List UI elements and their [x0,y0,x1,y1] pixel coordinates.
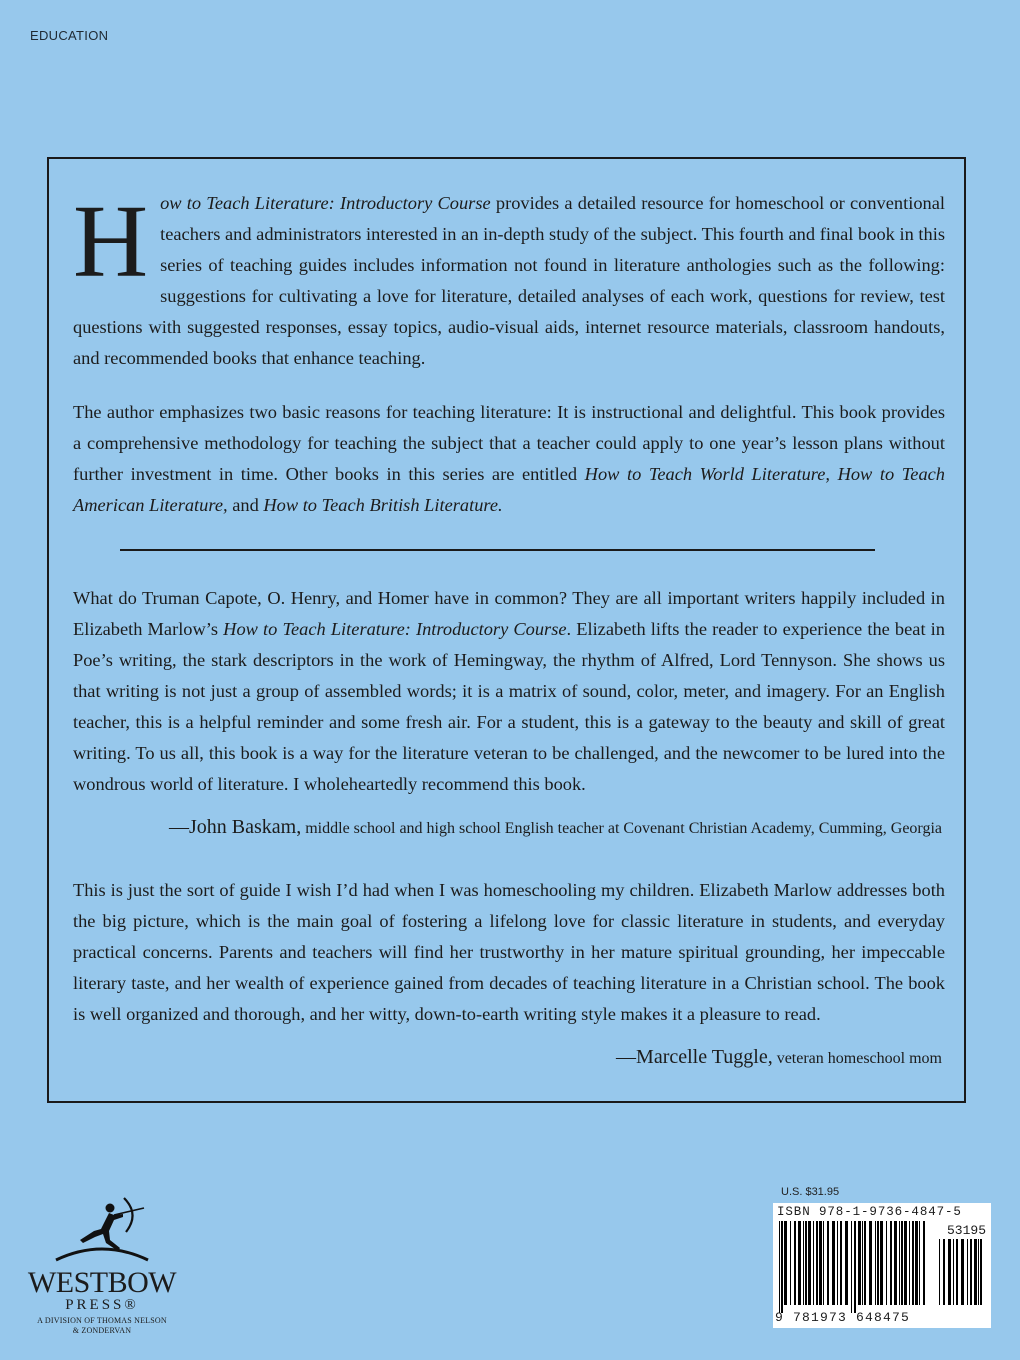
description-panel [47,157,966,1103]
barcode-bar [794,1221,796,1305]
drop-cap: H [73,184,149,299]
divider-rule [120,549,875,551]
barcode-bar [845,1221,848,1305]
reviewer-1-role: middle school and high school English teacher at Covenant Christian Academy, Cumming, Georgia [301,820,942,837]
reviewer-2-role: veteran homeschool mom [772,1050,942,1067]
barcode-bar [803,1221,804,1305]
barcode-bar [974,1239,977,1305]
series-title-british: How to Teach British Literature. [263,495,503,515]
barcode-bar [939,1239,940,1305]
barcode-bar [880,1221,883,1305]
addon-number: 53195 [947,1223,987,1238]
barcode-bar [967,1239,968,1305]
review-1-attribution [169,816,942,839]
isbn-text: ISBN 978-1-9736-4847-5 [777,1205,962,1219]
barcode-bar [854,1221,856,1313]
barcode-bar [869,1221,872,1305]
conjunction: and [227,495,264,515]
barcode-digits: 9 781973 648475 [775,1310,911,1325]
publisher-name: WESTBOW [27,1266,177,1299]
barcode-bar [851,1221,852,1313]
description-paragraph-2 [73,397,945,521]
barcode-bar [819,1221,822,1305]
review-1-text-b: . Elizabeth lifts the reader to experience the beat in Poe’s writing, the stark descriptors in the work of Hemingway, the rhythm of Alfred, Lord Tennyson. She shows us that writing is not just a group of assembled words; it is a matrix of sound, color, meter, and imagery. For an English teacher, this is a helpful reminder and some fresh air. For a student, this is a gateway to the beauty and skill of great writing. To us all, this book is a way for the literature veteran to be challenged, and the newcomer to be lured into the wondrous world of literature. I wholeheartedly recommend this book. [73,619,945,794]
price-label: U.S. $31.95 [781,1186,840,1198]
barcode-bar [816,1221,818,1305]
barcode-bar [840,1221,842,1305]
series-titles: How to Teach World Literature, How to Teach American Literature, [73,464,945,515]
barcode-bar [980,1239,982,1305]
barcode-bar [961,1239,964,1305]
description-text: provides a detailed resource for homeschool or conventional teachers and administrators interested in an in-depth study of the subject. This fourth and final book in this series of teaching guides includes information not found in literature anthologies such as the following: suggestions for cultivating a love for literature, detailed analyses of each work, questions for review, test questions with suggested responses, essay topics, audio-visual aids, internet resource materials, classroom handouts, and recommended books that enhance teaching. [73,193,945,368]
addon-barcode-bars [939,1239,985,1313]
barcode-bar [832,1221,835,1305]
review-1-book-title: How to Teach Literature: Introductory Course [223,619,567,639]
barcode-bar [970,1239,972,1305]
barcode-bar [904,1221,907,1305]
category-label: EDUCATION [30,28,109,43]
reviewer-1-name: —John Baskam, [169,816,302,838]
description-text-2: The author emphasizes two basic reasons for teaching literature: It is instructional and delightful. This book provides a comprehensive methodology for teaching the subject that a teacher could apply to one year’s lesson plans without further investment in time. Other books in this series are entitled [73,402,945,484]
barcode-bar [823,1221,824,1305]
description-paragraph-1 [73,184,945,374]
barcode-bar [798,1221,801,1305]
ean-barcode-bars [779,1221,929,1313]
barcode-bar [790,1221,791,1305]
barcode-bar [943,1239,945,1305]
runner-archer-icon [54,1188,150,1266]
review-1-text-a: What do Truman Capote, O. Henry, and Homer have in common? They are all important writers happily included in Elizabeth Marlow’s [73,588,945,639]
barcode-bar [919,1221,920,1305]
barcode-bar [890,1221,892,1305]
barcode-bar [813,1221,814,1305]
barcode-block [773,1203,991,1328]
barcode-bar [875,1221,876,1305]
publisher-sub: PRESS® [65,1297,139,1313]
barcode-bar [915,1221,918,1305]
barcode-bar [953,1239,954,1305]
barcode-bar [808,1221,811,1305]
reviewer-2-name: —Marcelle Tuggle, [616,1046,773,1068]
barcode-bar [978,1239,979,1305]
barcode-bar [899,1221,900,1305]
barcode-bar [784,1221,787,1305]
barcode-bar [877,1221,879,1305]
review-2-attribution [616,1046,942,1069]
publisher-division: A DIVISION OF THOMAS NELSON & ZONDERVAN [37,1316,167,1335]
barcode-bar [923,1221,925,1305]
barcode-bar [909,1221,910,1305]
barcode-bar [862,1221,863,1305]
barcode-bar [858,1221,861,1305]
review-1-text [73,583,945,800]
barcode-bar [901,1221,903,1305]
barcode-bar [886,1221,887,1305]
barcode-bar [779,1221,780,1313]
barcode-bar [827,1221,829,1305]
barcode-bar [948,1239,951,1305]
barcode-bar [805,1221,807,1305]
barcode-bar [894,1221,897,1305]
barcode-bar [781,1221,783,1313]
review-2-text: This is just the sort of guide I wish I’d had when I was homeschooling my children. Elizabeth Marlow addresses both the big picture, which is the main goal of fostering a lifelong love for classic literature in students, and everyday practical concerns. Parents and teachers will find her trustworthy in her mature spiritual grounding, her impeccable literary taste, and her wealth of experience gained from decades of teaching literature in a Christian school. The book is well organized and thorough, and her witty, down-to-earth writing style makes it a pleasure to read. [73,880,945,1024]
barcode-bar [864,1221,866,1305]
barcode-bar [956,1239,958,1305]
barcode-bar [912,1221,914,1305]
book-title: ow to Teach Literature: Introductory Course [160,193,491,213]
barcode-bar [837,1221,838,1305]
publisher-logo [22,1188,182,1336]
